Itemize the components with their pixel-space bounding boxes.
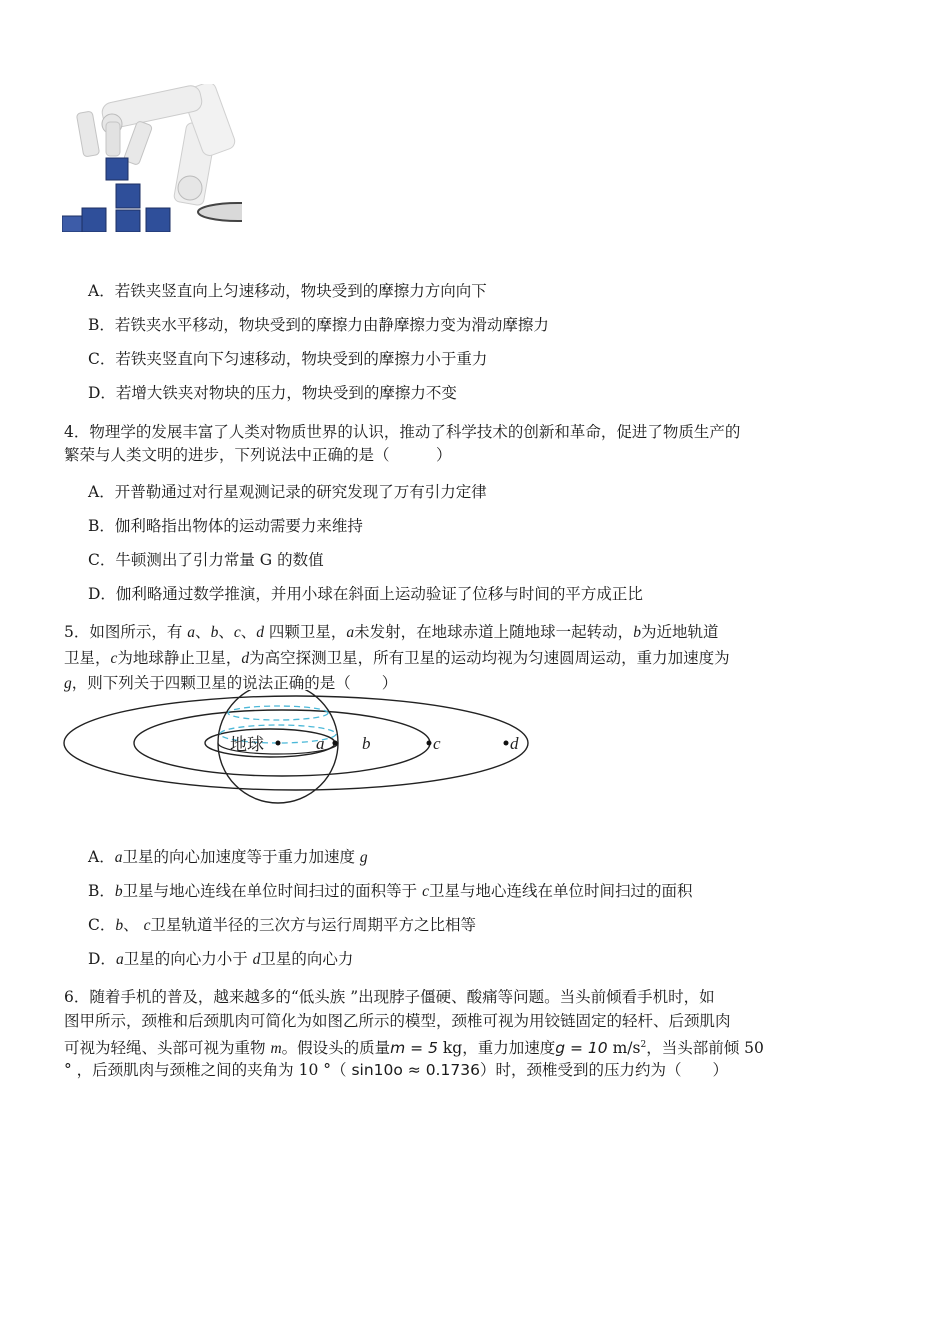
q6-stem-line3: 可视为轻绳、头部可视为重物 m。假设头的质量m = 5 kg，重力加速度g = 10 $m/s^2$，当头部前倾 50: [64, 1039, 764, 1058]
q5-option-a: A．a卫星的向心加速度等于重力加速度 g: [88, 848, 368, 866]
satellite-c-dot: [427, 741, 432, 746]
q4-option-d: D．伽利略通过数学推演，并用小球在斜面上运动验证了位移与时间的平方成正比: [88, 585, 643, 603]
q3-option-a: A．若铁夹竖直向上匀速移动，物块受到的摩擦力方向向下: [88, 282, 487, 300]
satellite-d-dot: [504, 741, 509, 746]
q6-stem-line2: 图甲所示，颈椎和后颈肌肉可简化为如图乙所示的模型，颈椎可视为用铰链固定的轻杆、后颈肌肉: [64, 1012, 731, 1030]
label-d: d: [510, 734, 519, 753]
q4-option-a: A．开普勒通过对行星观测记录的研究发现了万有引力定律: [88, 483, 487, 501]
q3-option-d: D．若增大铁夹对物块的压力，物块受到的摩擦力不变: [88, 384, 457, 402]
q5-stem-line2: 卫星，c为地球静止卫星，d为高空探测卫星，所有卫星的运动均视为匀速圆周运动，重力加速度为: [64, 649, 730, 667]
q5-stem-line3: g，则下列关于四颗卫星的说法正确的是（ ）: [64, 674, 398, 692]
q3-option-b: B．若铁夹水平移动，物块受到的摩擦力由静摩擦力变为滑动摩擦力: [88, 316, 549, 334]
earth-label: 地球: [230, 735, 264, 754]
label-b: b: [362, 734, 371, 753]
q4-option-b: B．伽利略指出物体的运动需要力来维持: [88, 517, 363, 535]
robot-arm-image: [62, 84, 242, 232]
q6-stem-line1: 6．随着手机的普及，越来越多的“低头族 ”出现脖子僵硬、酸痛等问题。当头前倾看手机时，如: [64, 988, 715, 1006]
q4-stem-line2: 繁荣与人类文明的进步，下列说法中正确的是（ ）: [64, 446, 452, 464]
q4-option-c: C．牛顿测出了引力常量 G 的数值: [88, 551, 324, 569]
q6-stem-line4: ° ，后颈肌肉与颈椎之间的夹角为 10 °（ sin10o ≈ 0.1736）时，颈椎受到的压力约为（ ）: [64, 1061, 728, 1079]
label-c: c: [433, 734, 441, 753]
earth-center-dot: [276, 741, 281, 746]
satellite-orbit-diagram: [60, 690, 538, 810]
q5-option-c: C．b、 c卫星轨道半径的三次方与运行周期平方之比相等: [88, 916, 476, 934]
q3-option-c: C．若铁夹竖直向下匀速移动，物块受到的摩擦力小于重力: [88, 350, 488, 368]
q4-stem-line1: 4．物理学的发展丰富了人类对物质世界的认识，推动了科学技术的创新和革命，促进了物质生产的: [64, 423, 741, 441]
satellite-b-dot: [333, 741, 338, 746]
q5-option-b: B．b卫星与地心连线在单位时间扫过的面积等于 c卫星与地心连线在单位时间扫过的面积: [88, 882, 693, 900]
q5-stem-line1: 5．如图所示，有 a、b、c、d 四颗卫星，a未发射，在地球赤道上随地球一起转动，b为近地轨道: [64, 623, 719, 641]
label-a: a: [316, 734, 325, 753]
q5-option-d: D．a卫星的向心力小于 d卫星的向心力: [88, 950, 354, 968]
